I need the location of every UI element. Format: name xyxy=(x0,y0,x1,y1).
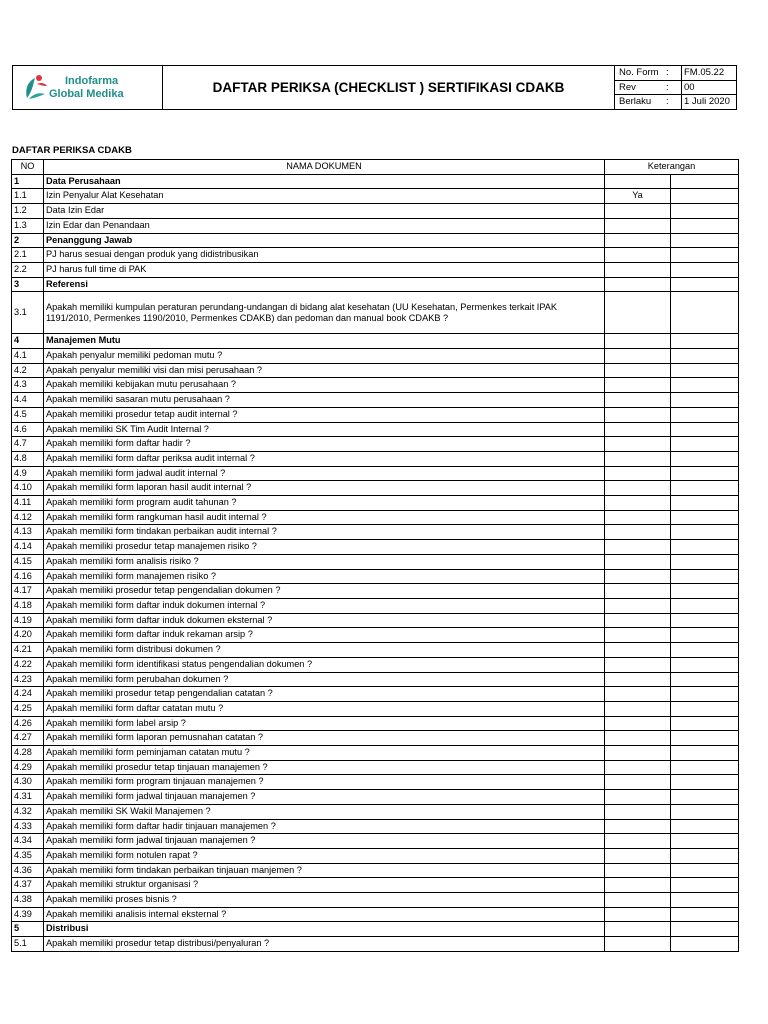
keterangan-cell xyxy=(605,922,671,937)
row-number-cell: 4.37 xyxy=(12,878,44,893)
empty-cell xyxy=(671,540,739,555)
document-name-cell: Apakah memiliki form tindakan perbaikan audit internal ? xyxy=(44,525,605,540)
document-name-cell: Apakah memiliki form distribusi dokumen ? xyxy=(44,643,605,658)
table-row xyxy=(12,437,739,452)
document-name-cell: Apakah memiliki form tindakan perbaikan tinjauan manjemen ? xyxy=(44,863,605,878)
empty-cell xyxy=(671,834,739,849)
table-row xyxy=(12,775,739,790)
meta-label: No. Form xyxy=(619,67,659,78)
keterangan-cell xyxy=(605,496,671,511)
row-number-cell: 4.23 xyxy=(12,672,44,687)
empty-cell xyxy=(671,804,739,819)
row-number-cell: 4.22 xyxy=(12,657,44,672)
empty-cell xyxy=(671,277,739,292)
empty-cell xyxy=(671,437,739,452)
document-name-cell: Apakah memiliki kebijakan mutu perusahaan ? xyxy=(44,378,605,393)
row-number-cell: 3 xyxy=(12,277,44,292)
table-row xyxy=(12,248,739,263)
empty-cell xyxy=(671,672,739,687)
empty-cell xyxy=(671,775,739,790)
keterangan-cell xyxy=(605,510,671,525)
table-row xyxy=(12,598,739,613)
table-row xyxy=(12,687,739,702)
empty-cell xyxy=(671,262,739,277)
logo-text-line1: Indofarma xyxy=(65,75,119,87)
section-row xyxy=(12,334,739,349)
table-row xyxy=(12,760,739,775)
document-name-cell: Apakah penyalur memiliki visi dan misi perusahaan ? xyxy=(44,363,605,378)
empty-cell xyxy=(671,204,739,219)
document-name-cell: Apakah memiliki form peminjaman catatan mutu ? xyxy=(44,746,605,761)
keterangan-cell xyxy=(605,716,671,731)
empty-cell xyxy=(671,569,739,584)
column-header-nama-dokumen: NAMA DOKUMEN xyxy=(44,160,605,175)
keterangan-cell xyxy=(605,248,671,263)
keterangan-cell xyxy=(605,848,671,863)
table-row xyxy=(12,672,739,687)
document-name-cell: Izin Edar dan Penandaan xyxy=(44,218,605,233)
table-row xyxy=(12,863,739,878)
document-name-cell: Referensi xyxy=(44,277,605,292)
keterangan-cell xyxy=(605,334,671,349)
keterangan-cell xyxy=(605,907,671,922)
document-name-cell: Apakah memiliki form daftar induk dokumen eksternal ? xyxy=(44,613,605,628)
table-body xyxy=(12,174,739,951)
row-number-cell: 4.16 xyxy=(12,569,44,584)
row-number-cell: 4.9 xyxy=(12,466,44,481)
empty-cell xyxy=(671,481,739,496)
empty-cell xyxy=(671,189,739,204)
empty-cell xyxy=(671,378,739,393)
row-number-cell: 4.33 xyxy=(12,819,44,834)
row-number-cell: 4.35 xyxy=(12,848,44,863)
keterangan-cell xyxy=(605,569,671,584)
document-name-cell: Apakah memiliki form notulen rapat ? xyxy=(44,848,605,863)
empty-cell xyxy=(671,790,739,805)
empty-cell xyxy=(671,716,739,731)
row-number-cell: 4.30 xyxy=(12,775,44,790)
document-name-cell: Apakah memiliki form program tinjauan manajemen ? xyxy=(44,775,605,790)
row-number-cell: 5.1 xyxy=(12,937,44,952)
empty-cell xyxy=(671,687,739,702)
keterangan-cell xyxy=(605,466,671,481)
document-name-cell: Izin Penyalur Alat Kesehatan xyxy=(44,189,605,204)
document-name-cell: Apakah memiliki form laporan pemusnahan catatan ? xyxy=(44,731,605,746)
empty-cell xyxy=(671,451,739,466)
row-number-cell: 4.19 xyxy=(12,613,44,628)
keterangan-cell xyxy=(605,613,671,628)
row-number-cell: 4.13 xyxy=(12,525,44,540)
keterangan-cell xyxy=(605,598,671,613)
document-name-cell: Distribusi xyxy=(44,922,605,937)
table-row xyxy=(12,363,739,378)
row-number-cell: 4.29 xyxy=(12,760,44,775)
document-name-cell: Apakah memiliki kumpulan peraturan perundang-undangan di bidang alat kesehatan (UU Kesehatan, Permenkes terkait IPAK 1191/2010, Permenkes 1190/2010, Permenkes CDAKB) dan pedoman dan manual book CDAKB ? xyxy=(44,292,605,334)
section-row xyxy=(12,922,739,937)
table-row xyxy=(12,628,739,643)
keterangan-cell xyxy=(605,834,671,849)
table-row xyxy=(12,584,739,599)
empty-cell xyxy=(671,628,739,643)
keterangan-cell xyxy=(605,790,671,805)
row-number-cell: 4.18 xyxy=(12,598,44,613)
table-row xyxy=(12,848,739,863)
empty-cell xyxy=(671,233,739,248)
empty-cell xyxy=(671,598,739,613)
column-header-keterangan: Keterangan xyxy=(605,160,739,175)
keterangan-cell xyxy=(605,893,671,908)
table-row xyxy=(12,834,739,849)
table-row xyxy=(12,878,739,893)
row-number-cell: 4.36 xyxy=(12,863,44,878)
table-row xyxy=(12,613,739,628)
table-row xyxy=(12,393,739,408)
document-name-cell: Apakah penyalur memiliki pedoman mutu ? xyxy=(44,349,605,364)
row-number-cell: 4.7 xyxy=(12,437,44,452)
row-number-cell: 4.39 xyxy=(12,907,44,922)
table-row xyxy=(12,262,739,277)
table-row xyxy=(12,189,739,204)
leaf-logo-icon xyxy=(23,72,49,102)
document-name-cell: PJ harus full time di PAK xyxy=(44,262,605,277)
table-row xyxy=(12,819,739,834)
keterangan-cell xyxy=(605,760,671,775)
table-row xyxy=(12,907,739,922)
empty-cell xyxy=(671,248,739,263)
document-name-cell: Apakah memiliki form label arsip ? xyxy=(44,716,605,731)
empty-cell xyxy=(671,363,739,378)
keterangan-cell xyxy=(605,731,671,746)
effective-date-row xyxy=(615,95,736,110)
keterangan-cell xyxy=(605,451,671,466)
keterangan-cell xyxy=(605,525,671,540)
document-name-cell: Apakah memiliki form jadwal tinjauan manajemen ? xyxy=(44,790,605,805)
keterangan-cell xyxy=(605,746,671,761)
document-name-cell: Apakah memiliki form daftar periksa audit internal ? xyxy=(44,451,605,466)
document-name-cell: Apakah memiliki prosedur tetap tinjauan manajemen ? xyxy=(44,760,605,775)
document-name-cell: Apakah memiliki prosedur tetap pengendalian catatan ? xyxy=(44,687,605,702)
keterangan-cell xyxy=(605,292,671,334)
row-number-cell: 5 xyxy=(12,922,44,937)
row-number-cell: 1 xyxy=(12,174,44,189)
empty-cell xyxy=(671,393,739,408)
keterangan-cell xyxy=(605,422,671,437)
table-row xyxy=(12,378,739,393)
empty-cell xyxy=(671,613,739,628)
empty-cell xyxy=(671,760,739,775)
section-row xyxy=(12,277,739,292)
document-name-cell: Penanggung Jawab xyxy=(44,233,605,248)
row-number-cell: 1.1 xyxy=(12,189,44,204)
document-title: DAFTAR PERIKSA (CHECKLIST ) SERTIFIKASI CDAKB xyxy=(163,66,615,109)
empty-cell xyxy=(671,218,739,233)
keterangan-cell xyxy=(605,775,671,790)
keterangan-cell xyxy=(605,349,671,364)
table-row xyxy=(12,349,739,364)
table-row xyxy=(12,657,739,672)
keterangan-cell xyxy=(605,174,671,189)
keterangan-cell xyxy=(605,863,671,878)
document-name-cell: Apakah memiliki form daftar hadir ? xyxy=(44,437,605,452)
keterangan-cell xyxy=(605,701,671,716)
empty-cell xyxy=(671,937,739,952)
document-name-cell: Apakah memiliki form daftar induk dokumen internal ? xyxy=(44,598,605,613)
document-name-cell: Apakah memiliki prosedur tetap audit internal ? xyxy=(44,407,605,422)
row-number-cell: 4.4 xyxy=(12,393,44,408)
table-row xyxy=(12,540,739,555)
row-number-cell: 4.3 xyxy=(12,378,44,393)
document-name-cell: Apakah memiliki form jadwal tinjauan manajemen ? xyxy=(44,834,605,849)
table-row xyxy=(12,218,739,233)
document-name-cell: Apakah memiliki form jadwal audit internal ? xyxy=(44,466,605,481)
keterangan-cell xyxy=(605,628,671,643)
empty-cell xyxy=(671,334,739,349)
section-row xyxy=(12,233,739,248)
keterangan-cell xyxy=(605,804,671,819)
keterangan-cell xyxy=(605,819,671,834)
document-name-cell: Data Izin Edar xyxy=(44,204,605,219)
empty-cell xyxy=(671,657,739,672)
keterangan-cell xyxy=(605,672,671,687)
empty-cell xyxy=(671,863,739,878)
empty-cell xyxy=(671,907,739,922)
empty-cell xyxy=(671,848,739,863)
keterangan-cell xyxy=(605,407,671,422)
empty-cell xyxy=(671,701,739,716)
keterangan-cell xyxy=(605,393,671,408)
row-number-cell: 4.27 xyxy=(12,731,44,746)
meta-sep: : xyxy=(666,67,669,78)
empty-cell xyxy=(671,819,739,834)
meta-value: FM.05.22 xyxy=(681,66,724,80)
row-number-cell: 2 xyxy=(12,233,44,248)
table-row xyxy=(12,496,739,511)
table-header-row xyxy=(12,160,739,175)
meta-sep: : xyxy=(666,96,669,107)
row-number-cell: 4.31 xyxy=(12,790,44,805)
section-title: DAFTAR PERIKSA CDAKB xyxy=(12,145,132,156)
empty-cell xyxy=(671,878,739,893)
empty-cell xyxy=(671,643,739,658)
meta-value: 1 Juli 2020 xyxy=(681,95,730,110)
column-header-no: NO xyxy=(12,160,44,175)
empty-cell xyxy=(671,525,739,540)
keterangan-cell xyxy=(605,481,671,496)
keterangan-cell xyxy=(605,643,671,658)
row-number-cell: 4.17 xyxy=(12,584,44,599)
document-name-cell: Apakah memiliki prosedur tetap distribusi/penyaluran ? xyxy=(44,937,605,952)
keterangan-cell xyxy=(605,378,671,393)
document-name-cell: Apakah memiliki form daftar induk rekaman arsip ? xyxy=(44,628,605,643)
document-name-cell: Apakah memiliki form identifikasi status pengendalian dokumen ? xyxy=(44,657,605,672)
table-row xyxy=(12,554,739,569)
keterangan-cell xyxy=(605,233,671,248)
row-number-cell: 4.28 xyxy=(12,746,44,761)
keterangan-cell xyxy=(605,277,671,292)
row-number-cell: 4.10 xyxy=(12,481,44,496)
table-row xyxy=(12,716,739,731)
row-number-cell: 4.24 xyxy=(12,687,44,702)
table-row xyxy=(12,701,739,716)
document-name-cell: Apakah memiliki form analisis risiko ? xyxy=(44,554,605,569)
keterangan-cell xyxy=(605,554,671,569)
checklist-table xyxy=(11,159,739,952)
row-number-cell: 4.25 xyxy=(12,701,44,716)
meta-label: Rev xyxy=(619,81,636,93)
table-row xyxy=(12,451,739,466)
document-name-cell: Apakah memiliki form daftar hadir tinjauan manajemen ? xyxy=(44,819,605,834)
document-name-cell: Apakah memiliki proses bisnis ? xyxy=(44,893,605,908)
empty-cell xyxy=(671,746,739,761)
keterangan-cell xyxy=(605,262,671,277)
row-number-cell: 4 xyxy=(12,334,44,349)
empty-cell xyxy=(671,584,739,599)
table-row xyxy=(12,510,739,525)
row-number-cell: 4.34 xyxy=(12,834,44,849)
document-name-cell: Apakah memiliki form rangkuman hasil audit internal ? xyxy=(44,510,605,525)
empty-cell xyxy=(671,510,739,525)
row-number-cell: 4.2 xyxy=(12,363,44,378)
empty-cell xyxy=(671,554,739,569)
row-number-cell: 1.3 xyxy=(12,218,44,233)
section-row xyxy=(12,174,739,189)
row-number-cell: 4.20 xyxy=(12,628,44,643)
empty-cell xyxy=(671,496,739,511)
keterangan-cell xyxy=(605,363,671,378)
row-number-cell: 1.2 xyxy=(12,204,44,219)
empty-cell xyxy=(671,731,739,746)
logo-text-line2: Global Medika xyxy=(49,88,124,100)
document-name-cell: Data Perusahaan xyxy=(44,174,605,189)
keterangan-cell xyxy=(605,937,671,952)
row-number-cell: 4.1 xyxy=(12,349,44,364)
row-number-cell: 2.1 xyxy=(12,248,44,263)
keterangan-cell xyxy=(605,437,671,452)
table-row xyxy=(12,893,739,908)
table-row xyxy=(12,422,739,437)
table-row xyxy=(12,466,739,481)
document-name-cell: Apakah memiliki form daftar catatan mutu ? xyxy=(44,701,605,716)
company-logo xyxy=(13,66,163,109)
meta-sep: : xyxy=(666,81,669,93)
row-number-cell: 4.32 xyxy=(12,804,44,819)
empty-cell xyxy=(671,466,739,481)
row-number-cell: 4.6 xyxy=(12,422,44,437)
keterangan-cell xyxy=(605,878,671,893)
keterangan-cell: Ya xyxy=(605,189,671,204)
row-number-cell: 4.21 xyxy=(12,643,44,658)
document-name-cell: PJ harus sesuai dengan produk yang didistribusikan xyxy=(44,248,605,263)
row-number-cell: 4.8 xyxy=(12,451,44,466)
table-row xyxy=(12,204,739,219)
row-number-cell: 4.26 xyxy=(12,716,44,731)
document-name-cell: Apakah memiliki SK Wakil Manajemen ? xyxy=(44,804,605,819)
document-name-cell: Apakah memiliki form laporan hasil audit internal ? xyxy=(44,481,605,496)
keterangan-cell xyxy=(605,584,671,599)
meta-value: 00 xyxy=(681,81,695,95)
row-number-cell: 4.15 xyxy=(12,554,44,569)
document-name-cell: Apakah memiliki analisis internal eksternal ? xyxy=(44,907,605,922)
document-name-cell: Apakah memiliki form manajemen risiko ? xyxy=(44,569,605,584)
empty-cell xyxy=(671,922,739,937)
table-row xyxy=(12,746,739,761)
row-number-cell: 4.5 xyxy=(12,407,44,422)
document-name-cell: Apakah memiliki prosedur tetap manajemen risiko ? xyxy=(44,540,605,555)
empty-cell xyxy=(671,407,739,422)
keterangan-cell xyxy=(605,204,671,219)
document-name-cell: Apakah memiliki form program audit tahunan ? xyxy=(44,496,605,511)
empty-cell xyxy=(671,349,739,364)
form-meta xyxy=(615,66,736,109)
document-header xyxy=(12,65,737,110)
keterangan-cell xyxy=(605,540,671,555)
row-number-cell: 4.12 xyxy=(12,510,44,525)
table-row xyxy=(12,407,739,422)
table-row xyxy=(12,804,739,819)
table-row xyxy=(12,937,739,952)
row-number-cell: 3.1 xyxy=(12,292,44,334)
table-row xyxy=(12,790,739,805)
meta-label: Berlaku xyxy=(619,96,652,107)
row-number-cell: 4.38 xyxy=(12,893,44,908)
empty-cell xyxy=(671,422,739,437)
document-name-cell: Manajemen Mutu xyxy=(44,334,605,349)
revision-row xyxy=(615,81,736,96)
document-name-cell: Apakah memiliki SK Tim Audit Internal ? xyxy=(44,422,605,437)
document-name-cell: Apakah memiliki struktur organisasi ? xyxy=(44,878,605,893)
table-row xyxy=(12,525,739,540)
keterangan-cell xyxy=(605,218,671,233)
row-number-cell: 4.14 xyxy=(12,540,44,555)
empty-cell xyxy=(671,174,739,189)
empty-cell xyxy=(671,292,739,334)
keterangan-cell xyxy=(605,657,671,672)
table-row xyxy=(12,731,739,746)
document-name-cell: Apakah memiliki prosedur tetap pengendalian dokumen ? xyxy=(44,584,605,599)
form-number-row xyxy=(615,66,736,81)
document-name-cell: Apakah memiliki sasaran mutu perusahaan ? xyxy=(44,393,605,408)
keterangan-cell xyxy=(605,687,671,702)
empty-cell xyxy=(671,893,739,908)
row-number-cell: 2.2 xyxy=(12,262,44,277)
table-row xyxy=(12,569,739,584)
table-row xyxy=(12,292,739,334)
table-row xyxy=(12,643,739,658)
document-name-cell: Apakah memiliki form perubahan dokumen ? xyxy=(44,672,605,687)
table-row xyxy=(12,481,739,496)
row-number-cell: 4.11 xyxy=(12,496,44,511)
